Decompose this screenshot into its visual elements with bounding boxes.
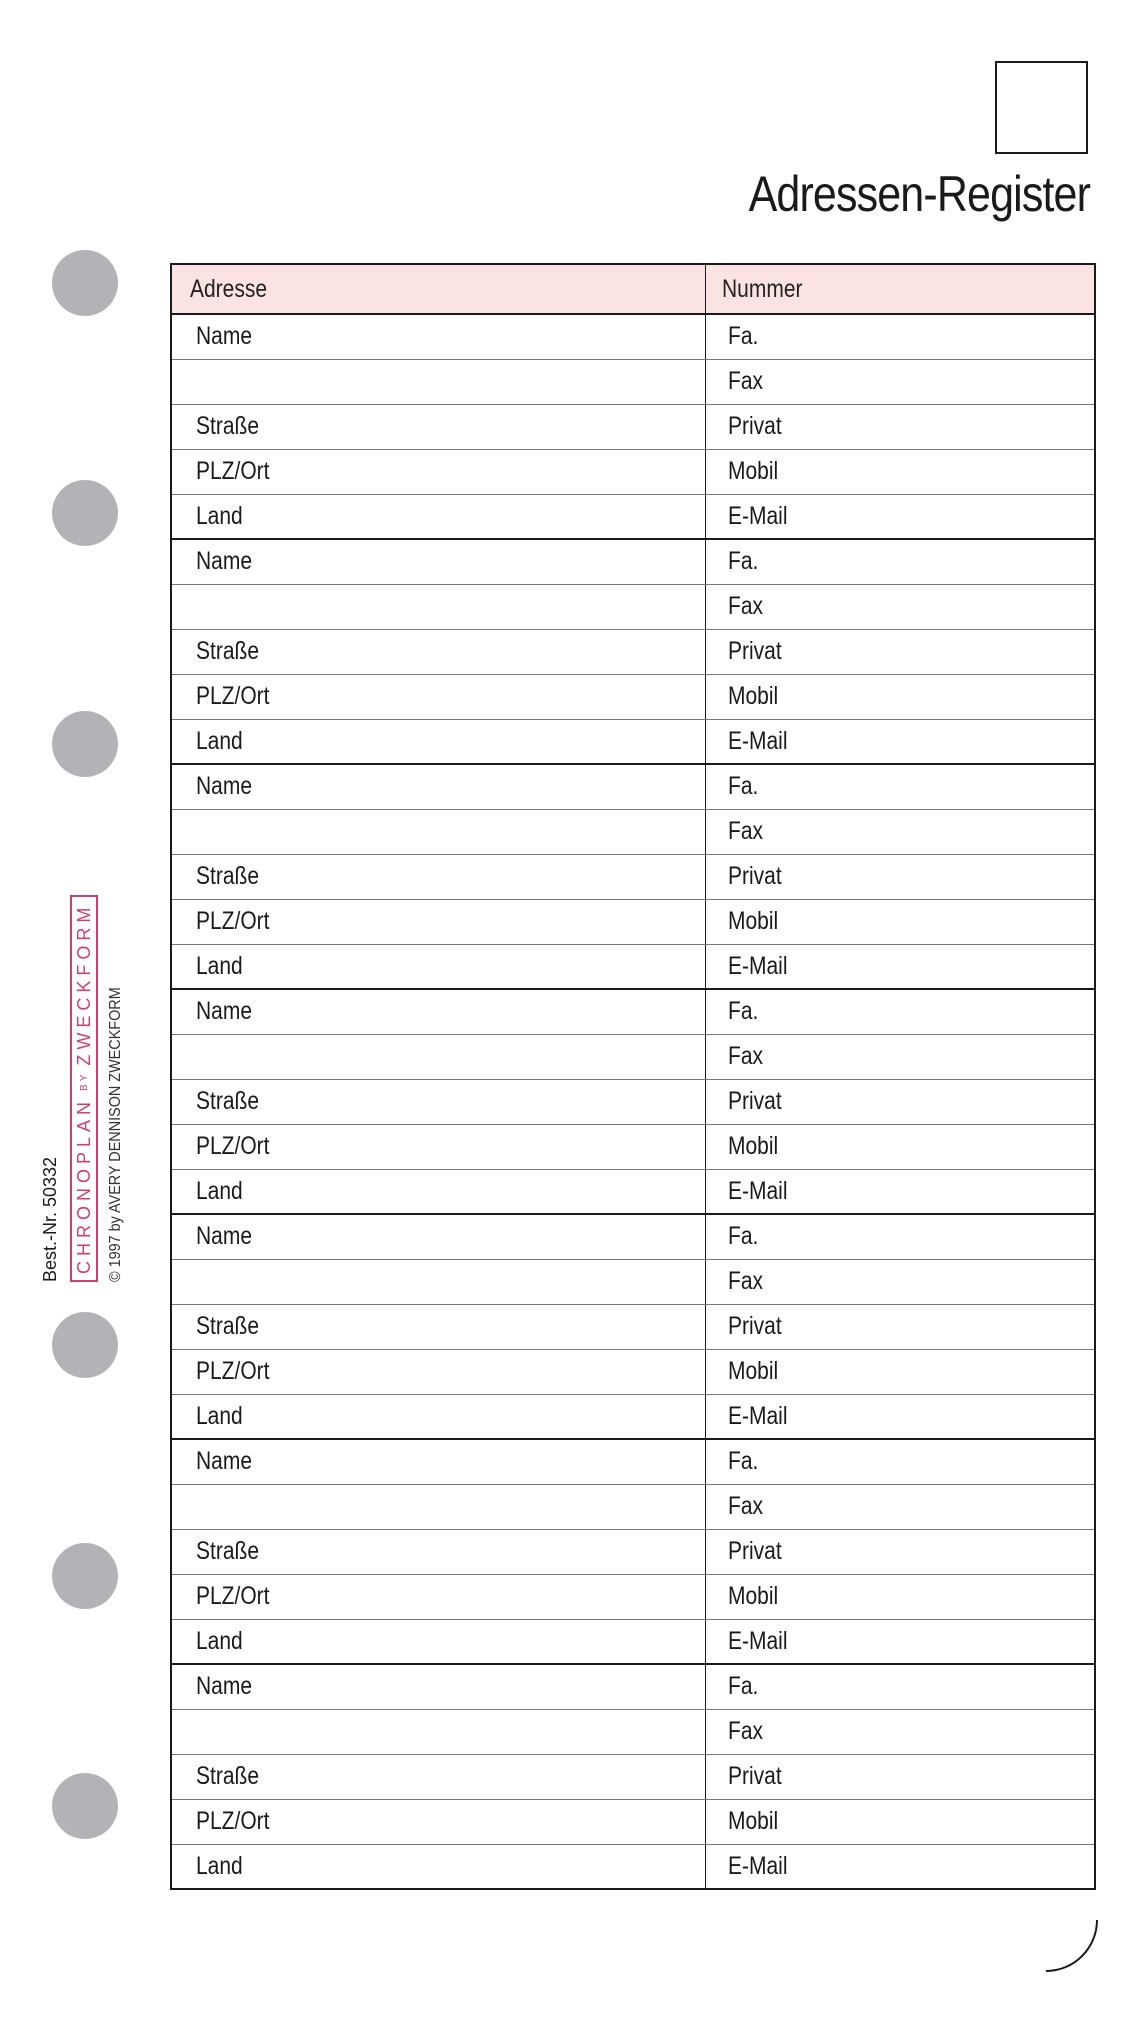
address-cell[interactable]	[171, 764, 705, 809]
number-field-label: Privat	[727, 1762, 782, 1790]
address-cell[interactable]	[171, 584, 705, 629]
table-row	[171, 404, 1095, 449]
table-row	[171, 449, 1095, 494]
table-row	[171, 1304, 1095, 1349]
brand-name-left: CHRONOPLAN	[73, 1096, 94, 1274]
number-field-label: E-Mail	[727, 951, 788, 980]
number-cell[interactable]	[705, 764, 1095, 809]
table-row	[171, 1349, 1095, 1394]
address-cell[interactable]	[171, 1619, 705, 1664]
table-row	[171, 1034, 1095, 1079]
number-field-label: Mobil	[727, 1357, 778, 1385]
number-field-label: Mobil	[727, 682, 778, 710]
address-cell[interactable]	[171, 1754, 705, 1799]
table-row	[171, 359, 1095, 404]
number-cell[interactable]	[705, 719, 1095, 764]
number-field-label: E-Mail	[727, 1851, 788, 1880]
number-cell[interactable]	[705, 314, 1095, 359]
address-cell[interactable]	[171, 359, 705, 404]
address-cell[interactable]	[171, 1799, 705, 1844]
address-cell[interactable]	[171, 539, 705, 584]
number-cell[interactable]	[705, 1304, 1095, 1349]
address-cell[interactable]	[171, 1124, 705, 1169]
address-field-label: PLZ/Ort	[196, 682, 270, 710]
punch-hole	[52, 1773, 118, 1839]
address-field-label: Name	[196, 997, 253, 1026]
copyright-notice: © 1997 by AVERY DENNISON ZWECKFORM	[107, 987, 124, 1282]
number-field-label: Fa.	[727, 772, 758, 801]
table-row	[171, 1484, 1095, 1529]
table-row	[171, 944, 1095, 989]
number-cell[interactable]	[705, 1349, 1095, 1394]
number-cell[interactable]	[705, 1484, 1095, 1529]
table-row	[171, 1214, 1095, 1259]
number-cell[interactable]	[705, 1709, 1095, 1754]
address-cell[interactable]	[171, 629, 705, 674]
table-row	[171, 629, 1095, 674]
number-cell[interactable]	[705, 989, 1095, 1034]
number-cell[interactable]	[705, 1169, 1095, 1214]
address-cell[interactable]	[171, 719, 705, 764]
number-cell[interactable]	[705, 809, 1095, 854]
table-row	[171, 494, 1095, 539]
address-field-label: Name	[196, 772, 253, 801]
number-cell[interactable]	[705, 944, 1095, 989]
address-field-label: PLZ/Ort	[196, 457, 270, 485]
punch-hole	[52, 480, 118, 546]
number-cell[interactable]	[705, 494, 1095, 539]
number-cell[interactable]	[705, 404, 1095, 449]
table-row	[171, 764, 1095, 809]
address-field-label: PLZ/Ort	[196, 1357, 270, 1385]
table-row	[171, 1079, 1095, 1124]
column-header-number: Nummer	[705, 264, 1095, 314]
table-row	[171, 1394, 1095, 1439]
number-cell[interactable]	[705, 1394, 1095, 1439]
address-cell[interactable]	[171, 494, 705, 539]
number-cell[interactable]	[705, 1259, 1095, 1304]
address-field-label: Land	[196, 726, 243, 755]
number-cell[interactable]	[705, 854, 1095, 899]
number-field-label: Privat	[727, 1537, 782, 1565]
number-field-label: Privat	[727, 412, 782, 440]
number-cell[interactable]	[705, 1754, 1095, 1799]
number-field-label: Fax	[727, 817, 763, 845]
publisher-imprint	[40, 782, 140, 1282]
number-cell[interactable]	[705, 1439, 1095, 1484]
address-cell[interactable]	[171, 1259, 705, 1304]
address-cell[interactable]	[171, 1439, 705, 1484]
table-row	[171, 1844, 1095, 1889]
address-field-label: Land	[196, 501, 243, 530]
address-cell[interactable]	[171, 899, 705, 944]
address-cell[interactable]	[171, 314, 705, 359]
address-field-label: Straße	[196, 412, 260, 440]
number-cell[interactable]	[705, 1664, 1095, 1709]
address-field-label: Straße	[196, 862, 260, 890]
number-field-label: Fax	[727, 1042, 763, 1070]
number-field-label: Privat	[727, 862, 782, 890]
table-row	[171, 1439, 1095, 1484]
table-row	[171, 1259, 1095, 1304]
address-field-label: Straße	[196, 637, 260, 665]
address-cell[interactable]	[171, 449, 705, 494]
address-field-label: PLZ/Ort	[196, 907, 270, 935]
address-field-label: Land	[196, 951, 243, 980]
table-row	[171, 1799, 1095, 1844]
punch-hole	[52, 711, 118, 777]
number-field-label: E-Mail	[727, 1626, 788, 1655]
address-field-label: Land	[196, 1176, 243, 1205]
table-row	[171, 584, 1095, 629]
number-cell[interactable]	[705, 1799, 1095, 1844]
number-field-label: Fax	[727, 1492, 763, 1520]
brand-name-right: ZWECKFORM	[73, 902, 94, 1066]
table-row	[171, 1709, 1095, 1754]
address-field-label: Land	[196, 1401, 243, 1430]
table-row	[171, 809, 1095, 854]
address-field-label: Straße	[196, 1762, 260, 1790]
table-row	[171, 854, 1095, 899]
address-cell[interactable]	[171, 1484, 705, 1529]
address-cell[interactable]	[171, 1574, 705, 1619]
table-row	[171, 1169, 1095, 1214]
number-field-label: Privat	[727, 1087, 782, 1115]
address-cell[interactable]	[171, 1214, 705, 1259]
number-field-label: Fax	[727, 592, 763, 620]
table-row	[171, 539, 1095, 584]
punch-hole	[52, 250, 118, 316]
brand-by: BY	[78, 1071, 90, 1091]
number-cell[interactable]	[705, 1529, 1095, 1574]
table-row	[171, 314, 1095, 359]
number-field-label: Fa.	[727, 1222, 758, 1251]
address-field-label: Straße	[196, 1312, 260, 1340]
number-field-label: Fa.	[727, 1672, 758, 1701]
number-field-label: Mobil	[727, 907, 778, 935]
table-row	[171, 674, 1095, 719]
address-field-label: Land	[196, 1851, 243, 1880]
address-field-label: Name	[196, 547, 253, 576]
number-field-label: Fa.	[727, 547, 758, 576]
number-cell[interactable]	[705, 629, 1095, 674]
address-cell[interactable]	[171, 1304, 705, 1349]
number-field-label: E-Mail	[727, 1401, 788, 1430]
number-field-label: Privat	[727, 1312, 782, 1340]
number-cell[interactable]	[705, 1079, 1095, 1124]
number-field-label: Fa.	[727, 997, 758, 1026]
address-cell[interactable]	[171, 404, 705, 449]
number-cell[interactable]	[705, 1124, 1095, 1169]
number-field-label: Mobil	[727, 457, 778, 485]
table-row	[171, 1619, 1095, 1664]
number-cell[interactable]	[705, 1214, 1095, 1259]
order-number: Best.-Nr. 50332	[40, 1156, 60, 1282]
table-row	[171, 1574, 1095, 1619]
number-cell[interactable]	[705, 674, 1095, 719]
number-cell[interactable]	[705, 1619, 1095, 1664]
number-field-label: Privat	[727, 637, 782, 665]
address-cell[interactable]	[171, 944, 705, 989]
address-field-label: Straße	[196, 1537, 260, 1565]
punch-hole	[52, 1543, 118, 1609]
checkbox-square	[995, 61, 1088, 154]
table-row	[171, 1664, 1095, 1709]
address-cell[interactable]	[171, 854, 705, 899]
address-cell[interactable]	[171, 1079, 705, 1124]
number-cell[interactable]	[705, 584, 1095, 629]
number-cell[interactable]	[705, 1844, 1095, 1889]
punch-hole	[52, 1312, 118, 1378]
table-row	[171, 1529, 1095, 1574]
table-row	[171, 989, 1095, 1034]
number-cell[interactable]	[705, 539, 1095, 584]
address-cell[interactable]	[171, 989, 705, 1034]
number-field-label: Fa.	[727, 1447, 758, 1476]
rounded-page-corner	[1046, 1920, 1098, 1972]
address-cell[interactable]	[171, 1664, 705, 1709]
number-field-label: E-Mail	[727, 726, 788, 755]
address-field-label: Name	[196, 1672, 253, 1701]
number-field-label: Fax	[727, 1267, 763, 1295]
address-cell[interactable]	[171, 1169, 705, 1214]
number-cell[interactable]	[705, 1034, 1095, 1079]
number-field-label: Mobil	[727, 1582, 778, 1610]
address-field-label: Land	[196, 1626, 243, 1655]
number-field-label: Fax	[727, 1717, 763, 1745]
address-cell[interactable]	[171, 674, 705, 719]
brand-logo	[70, 895, 98, 1282]
address-field-label: Name	[196, 1447, 253, 1476]
address-field-label: Name	[196, 322, 253, 351]
table-row	[171, 719, 1095, 764]
column-header-address: Adresse	[171, 264, 705, 314]
number-field-label: Mobil	[727, 1807, 778, 1835]
address-cell[interactable]	[171, 1349, 705, 1394]
number-cell[interactable]	[705, 359, 1095, 404]
address-cell[interactable]	[171, 1844, 705, 1889]
address-cell[interactable]	[171, 1709, 705, 1754]
number-field-label: Fax	[727, 367, 763, 395]
address-field-label: PLZ/Ort	[196, 1807, 270, 1835]
number-field-label: E-Mail	[727, 501, 788, 530]
page-title: Adressen-Register	[748, 166, 1090, 222]
number-cell[interactable]	[705, 1574, 1095, 1619]
address-field-label: Straße	[196, 1087, 260, 1115]
address-register-table	[170, 263, 1096, 1890]
table-header-row	[171, 264, 1095, 314]
address-field-label: Name	[196, 1222, 253, 1251]
address-cell[interactable]	[171, 1034, 705, 1079]
table-row	[171, 899, 1095, 944]
address-field-label: PLZ/Ort	[196, 1132, 270, 1160]
number-field-label: E-Mail	[727, 1176, 788, 1205]
number-field-label: Mobil	[727, 1132, 778, 1160]
number-field-label: Fa.	[727, 322, 758, 351]
table-row	[171, 1124, 1095, 1169]
number-cell[interactable]	[705, 899, 1095, 944]
number-cell[interactable]	[705, 449, 1095, 494]
address-field-label: PLZ/Ort	[196, 1582, 270, 1610]
address-cell[interactable]	[171, 1529, 705, 1574]
table-row	[171, 1754, 1095, 1799]
address-cell[interactable]	[171, 1394, 705, 1439]
address-cell[interactable]	[171, 809, 705, 854]
